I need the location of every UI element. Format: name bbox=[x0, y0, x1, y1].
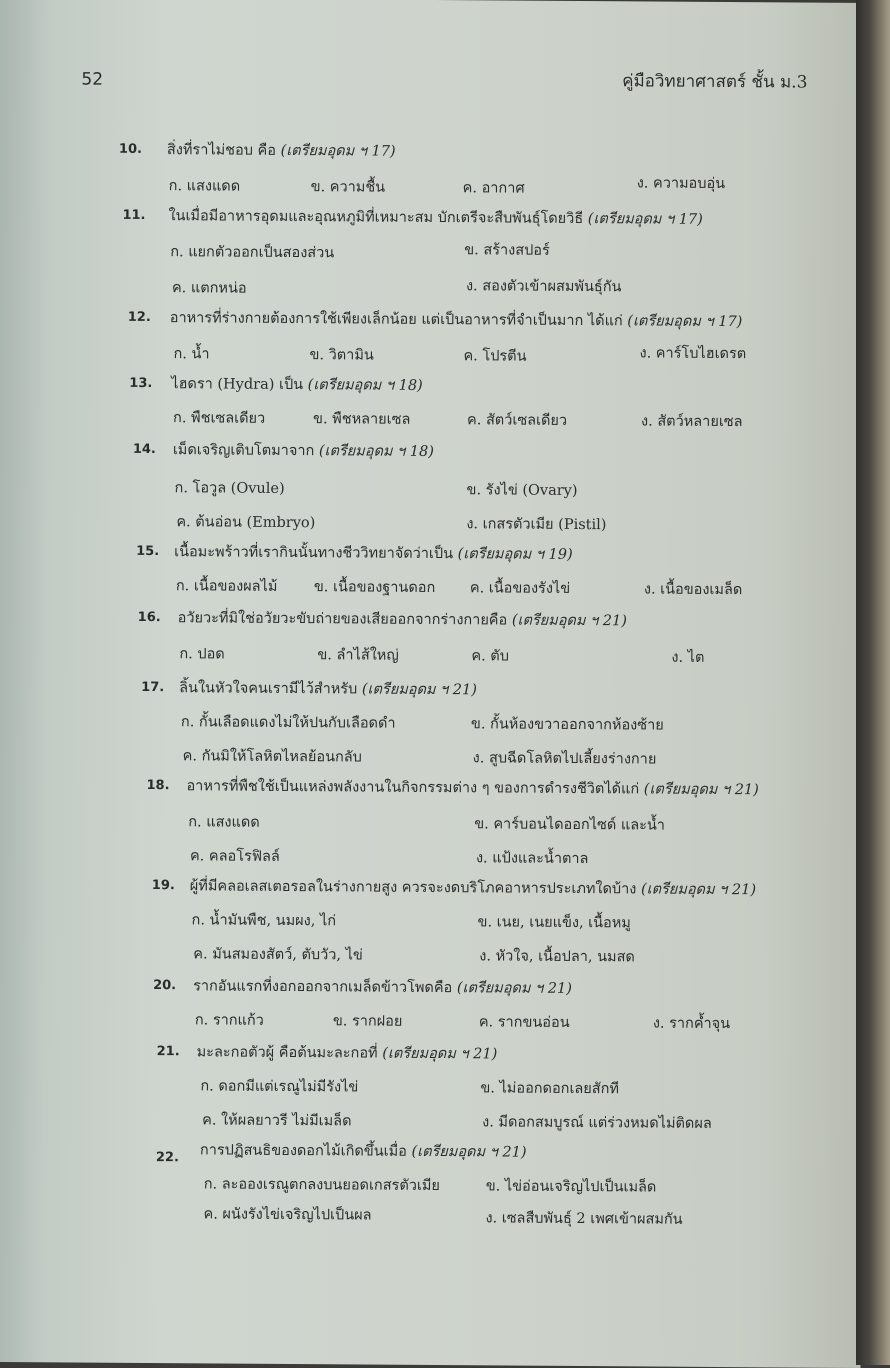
question-16 bbox=[0, 605, 796, 666]
option-d: ง. เกสรตัวเมีย (Pistil) bbox=[466, 516, 607, 534]
option-c: ค. ให้ผลยาวรี ไม่มีเมล็ด bbox=[202, 1112, 352, 1130]
book-edge bbox=[856, 0, 890, 1365]
question-19 bbox=[0, 873, 794, 966]
option-a: ก. ละอองเรณูตกลงบนยอดเกสรตัวเมีย bbox=[203, 1176, 440, 1195]
option-b: ข. รังไข่ (Ovary) bbox=[466, 482, 578, 500]
option-d: ง. สัตว์หลายเซล bbox=[641, 413, 743, 431]
question-reference: (เตรียมอุดม ฯ 21) bbox=[361, 681, 477, 699]
option-b: ข. กั้นห้องขวาออกจากห้องซ้าย bbox=[470, 716, 664, 734]
question-13 bbox=[0, 371, 797, 431]
question-reference: (เตรียมอุดม ฯ 18) bbox=[307, 377, 423, 394]
option-c: ค. โปรตีน bbox=[463, 348, 527, 365]
question-number: 11. bbox=[122, 207, 146, 223]
option-a: ก. กั้นเลือดแดงไม่ให้ปนกับเลือดดำ bbox=[180, 714, 396, 732]
question-number: 22. bbox=[155, 1150, 179, 1166]
question-number: 13. bbox=[129, 375, 153, 392]
option-b: ข. พืชหลายเซล bbox=[313, 411, 411, 428]
option-d: ง. รากค้ำจุน bbox=[652, 1015, 731, 1033]
question-text: อาหารที่พืชใช้เป็นแหล่งพลังงานในกิจกรรมต่าง ๆ ของการดำรงชีวิตได้แก่ (เตรียมอุดม ฯ 21) bbox=[186, 778, 759, 799]
option-a: ก. ดอกมีแต่เรณูไม่มีรังไข่ bbox=[200, 1078, 359, 1096]
question-reference: (เตรียมอุดม ฯ 17) bbox=[587, 211, 703, 228]
option-c: ค. ผนังรังไข่เจริญไปเป็นผล bbox=[203, 1206, 372, 1224]
option-d: ง. ไต bbox=[671, 649, 705, 666]
question-text: อาหารที่ร่างกายต้องการใช้เพียงเล็กน้อย แต่เป็นอาหารที่จำเป็นมาก ได้แก่ (เตรียมอุดม ฯ 17) bbox=[169, 310, 743, 331]
question-text: สิ่งที่ราไม่ชอบ คือ (เตรียมอุดม ฯ 17) bbox=[166, 142, 396, 160]
option-a: ก. เนื้อของผลไม้ bbox=[175, 578, 278, 595]
question-number: 16. bbox=[137, 609, 161, 626]
question-reference: (เตรียมอุดม ฯ 21) bbox=[456, 980, 572, 997]
question-11 bbox=[0, 203, 799, 297]
question-reference: (เตรียมอุดม ฯ 21) bbox=[640, 881, 757, 899]
option-c: ค. มันสมองสัตว์, ตับวัว, ไข่ bbox=[193, 946, 363, 964]
question-text: ในเมื่อมีอาหารอุดมและอุณหภูมิที่เหมาะสม บักเตรีจะสืบพันธุ์โดยวิธี (เตรียมอุดม ฯ 17) bbox=[168, 208, 703, 228]
question-reference: (เตรียมอุดม ฯ 17) bbox=[627, 313, 743, 331]
option-d: ง. เซลสืบพันธุ์ 2 เพศเข้าผสมกัน bbox=[485, 1210, 683, 1228]
option-c: ค. กันมิให้โลหิตไหลย้อนกลับ bbox=[182, 748, 362, 766]
option-b: ข. สร้างสปอร์ bbox=[464, 242, 550, 259]
question-reference: (เตรียมอุดม ฯ 17) bbox=[280, 142, 396, 160]
option-d: ง. มีดอกสมบูรณ์ แต่ร่วงหมดไม่ติดผล bbox=[482, 1114, 712, 1132]
option-b: ข. เนย, เนยแข็ง, เนื้อหมู bbox=[477, 914, 631, 932]
question-reference: (เตรียมอุดม ฯ 21) bbox=[643, 781, 759, 799]
option-b: ข. รากฝอย bbox=[332, 1013, 403, 1030]
option-b: ข. เนื้อของฐานดอก bbox=[313, 579, 436, 597]
question-15 bbox=[0, 539, 796, 599]
option-d: ง. สองตัวเข้าผสมพันธุ์กัน bbox=[465, 278, 622, 296]
question-reference: (เตรียมอุดม ฯ 19) bbox=[457, 546, 573, 563]
question-number: 17. bbox=[141, 679, 165, 696]
question-number: 19. bbox=[151, 878, 175, 894]
option-b: ข. ลำไส้ใหญ่ bbox=[317, 647, 399, 664]
question-reference: (เตรียมอุดม ฯ 18) bbox=[318, 443, 434, 461]
question-number: 14. bbox=[132, 441, 156, 458]
running-head: คู่มือวิทยาศาสตร์ ชั้น ม.3 bbox=[622, 71, 808, 93]
question-22 bbox=[0, 1137, 792, 1228]
question-text: ผู้ที่มีคลอเลสเตอรอลในร่างกายสูง ควรจะงดบริโภคอาหารประเภทใดบ้าง (เตรียมอุดม ฯ 21) bbox=[189, 878, 757, 899]
question-12 bbox=[0, 305, 798, 365]
option-d: ง. ความอบอุ่น bbox=[636, 175, 726, 193]
option-d: ง. เนื้อของเมล็ด bbox=[643, 581, 743, 599]
question-17 bbox=[0, 675, 795, 768]
page-number: 52 bbox=[81, 69, 104, 90]
option-c: ค. ต้นอ่อน (Embryo) bbox=[176, 514, 316, 532]
question-number: 15. bbox=[136, 543, 160, 560]
option-a: ก. พืชเซลเดียว bbox=[173, 410, 266, 427]
option-d: ง. แป้งและน้ำตาล bbox=[475, 850, 589, 868]
option-d: ง. หัวใจ, เนื้อปลา, นมสด bbox=[479, 948, 635, 966]
option-c: ค. แตกหน่อ bbox=[171, 280, 247, 297]
question-number: 18. bbox=[146, 778, 170, 794]
question-number: 10. bbox=[118, 141, 143, 157]
option-a: ก. โอวูล (Ovule) bbox=[174, 480, 285, 497]
option-c: ค. สัตว์เซลเดียว bbox=[467, 412, 568, 429]
option-a: ก. น้ำมันพืช, นมผง, ไก่ bbox=[191, 912, 337, 930]
option-d: ง. คาร์โบไฮเดรต bbox=[639, 345, 747, 363]
option-b: ข. ไข่อ่อนเจริญไปเป็นเมล็ด bbox=[485, 1178, 657, 1196]
option-b: ข. ไม่ออกดอกเลยสักที bbox=[480, 1080, 620, 1098]
option-a: ก. รากแก้ว bbox=[194, 1012, 264, 1029]
option-b: ข. วิตามิน bbox=[309, 347, 374, 364]
question-text: เนื้อมะพร้าวที่เรากินนั้นทางชีววิทยาจัดว่าเป็น (เตรียมอุดม ฯ 19) bbox=[174, 544, 573, 563]
question-text: อวัยวะที่มิใช่อวัยวะขับถ่ายของเสียออกจากร่างกายคือ (เตรียมอุดม ฯ 21) bbox=[177, 610, 627, 630]
option-c: ค. อากาศ bbox=[462, 180, 525, 197]
option-b: ข. ความชื้น bbox=[310, 179, 386, 196]
question-10 bbox=[0, 137, 799, 197]
option-b: ข. คาร์บอนไดออกไซด์ และน้ำ bbox=[474, 816, 666, 834]
option-a: ก. น้ำ bbox=[173, 346, 210, 363]
question-18 bbox=[0, 773, 795, 868]
option-a: ก. ปอด bbox=[179, 646, 225, 663]
question-text: มะละกอตัวผู้ คือต้นมะละกอที่ (เตรียมอุดม ฯ 21) bbox=[196, 1044, 498, 1063]
option-a: ก. แสงแดด bbox=[168, 178, 241, 195]
option-a: ก. แยกตัวออกเป็นสองส่วน bbox=[170, 244, 335, 262]
question-21 bbox=[0, 1039, 793, 1132]
option-d: ง. สูบฉีดโลหิตไปเลี้ยงร่างกาย bbox=[472, 750, 657, 768]
option-c: ค. ตับ bbox=[471, 648, 510, 665]
question-reference: (เตรียมอุดม ฯ 21) bbox=[411, 1143, 527, 1161]
question-20 bbox=[0, 973, 793, 1033]
question-text: การปฏิสนธิของดอกไม้เกิดขึ้นเมื่อ (เตรียมอุดม ฯ 21) bbox=[199, 1142, 527, 1161]
question-reference: (เตรียมอุดม ฯ 21) bbox=[511, 612, 627, 630]
question-reference: (เตรียมอุดม ฯ 21) bbox=[382, 1045, 498, 1063]
question-14 bbox=[0, 437, 797, 534]
option-c: ค. เนื้อของรังไข่ bbox=[469, 580, 571, 597]
question-number: 20. bbox=[153, 978, 177, 994]
question-number: 21. bbox=[156, 1044, 180, 1060]
question-text: ลิ้นในหัวใจคนเรามีไว้สำหรับ (เตรียมอุดม ฯ 21) bbox=[179, 680, 477, 699]
question-text: รากอันแรกที่งอกออกจากเมล็ดข้าวโพดคือ (เตรียมอุดม ฯ 21) bbox=[193, 978, 572, 997]
question-text: เม็ดเจริญเติบโตมาจาก (เตรียมอุดม ฯ 18) bbox=[172, 442, 434, 461]
option-c: ค. คลอโรฟิลล์ bbox=[189, 848, 280, 865]
question-number: 12. bbox=[127, 309, 151, 326]
option-c: ค. รากขนอ่อน bbox=[478, 1014, 570, 1031]
option-a: ก. แสงแดด bbox=[188, 814, 260, 831]
question-text: ไฮดรา (Hydra) เป็น (เตรียมอุดม ฯ 18) bbox=[171, 376, 423, 394]
